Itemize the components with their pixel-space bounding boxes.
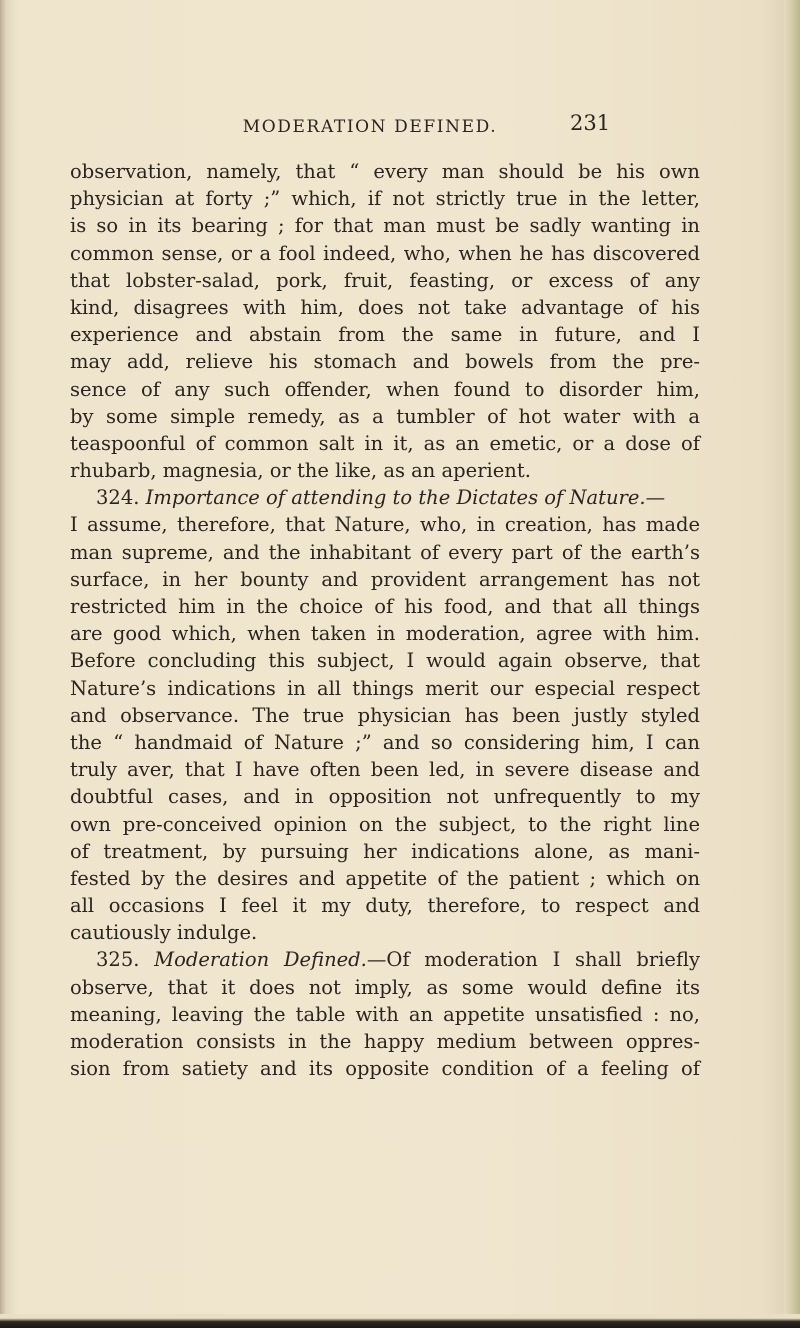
text-line: I assume, therefore, that Nature, who, in creation, has made — [70, 513, 700, 537]
text-line: sence of any such offender, when found to disorder him, — [70, 377, 700, 401]
page-gutter-shadow — [0, 0, 6, 1328]
text-line: meaning, leaving the table with an appetite unsatisfied : no, — [70, 1002, 700, 1026]
text-line: Nature’s indications in all things merit our especial respect — [70, 676, 700, 700]
section-325-heading-line — [70, 946, 700, 973]
text-line: cautiously indulge. — [70, 921, 258, 945]
text-line: physician at forty ;” which, if not strictly true in the letter, — [70, 187, 700, 211]
text-line: surface, in her bounty and provident arrangement has not — [70, 567, 700, 591]
text-line: restricted him in the choice of his food, and that all things — [70, 595, 700, 618]
text-line: doubtful cases, and in opposition not unfrequently to my — [70, 785, 700, 809]
text-line: the “ handmaid of Nature ;” and so considering him, I can — [70, 730, 700, 754]
text-line: sion from satiety and its opposite condition of a feeling of — [70, 1057, 700, 1081]
section-number: 324. — [96, 486, 140, 510]
text-line: own pre-conceived opinion on the subject, to the right line — [70, 812, 700, 836]
text-line: observation, namely, that “ every man should be his own — [70, 160, 700, 183]
page-number: 231 — [570, 111, 611, 135]
text-line: all occasions I feel it my duty, therefore, to respect and — [70, 894, 700, 918]
section-text: —Of moderation I shall briefly — [366, 948, 700, 972]
text-line: may add, relieve his stomach and bowels from the pre- — [70, 350, 700, 374]
text-line: by some simple remedy, as a tumbler of hot water with a — [70, 404, 700, 428]
text-line: experience and abstain from the same in future, and I — [70, 323, 700, 347]
section-heading: Moderation Defined. — [154, 948, 367, 972]
text-line: teaspoonful of common salt in it, as an emetic, or a dose of — [70, 431, 700, 455]
text-line: fested by the desires and appetite of the patient ; which on — [70, 866, 700, 890]
running-title: MODERATION DEFINED. — [242, 117, 498, 137]
text-line: that lobster-salad, pork, fruit, feasting, or excess of any — [70, 268, 700, 292]
text-line: kind, disagrees with him, does not take advantage of his — [70, 295, 700, 319]
text-line: man supreme, and the inhabitant of every part of the earth’s — [70, 540, 700, 564]
text-line: common sense, or a fool indeed, who, when he has discovered — [70, 241, 700, 265]
section-number: 325. — [96, 948, 140, 972]
text-line: truly aver, that I have often been led, in severe disease and — [70, 758, 700, 782]
section-heading: Importance of attending to the Dictates of Nature.— — [145, 486, 666, 510]
page-header — [0, 111, 800, 145]
scan-bottom-edge — [0, 1314, 800, 1328]
text-line: of treatment, by pursuing her indications alone, as mani- — [70, 839, 700, 863]
body-text — [70, 158, 700, 1082]
text-line: and observance. The true physician has been justly styled — [70, 703, 700, 727]
page-edge — [784, 0, 800, 1328]
text-line: rhubarb, magnesia, or the like, as an aperient. — [70, 459, 531, 483]
section-324-heading-line — [70, 484, 700, 511]
text-line: is so in its bearing ; for that man must be sadly wanting in — [70, 214, 700, 238]
text-line: are good which, when taken in moderation, agree with him. — [70, 622, 700, 646]
text-line: observe, that it does not imply, as some would define its — [70, 975, 700, 999]
text-line: Before concluding this subject, I would again observe, that — [70, 649, 700, 673]
text-line: moderation consists in the happy medium between oppres- — [70, 1030, 700, 1053]
